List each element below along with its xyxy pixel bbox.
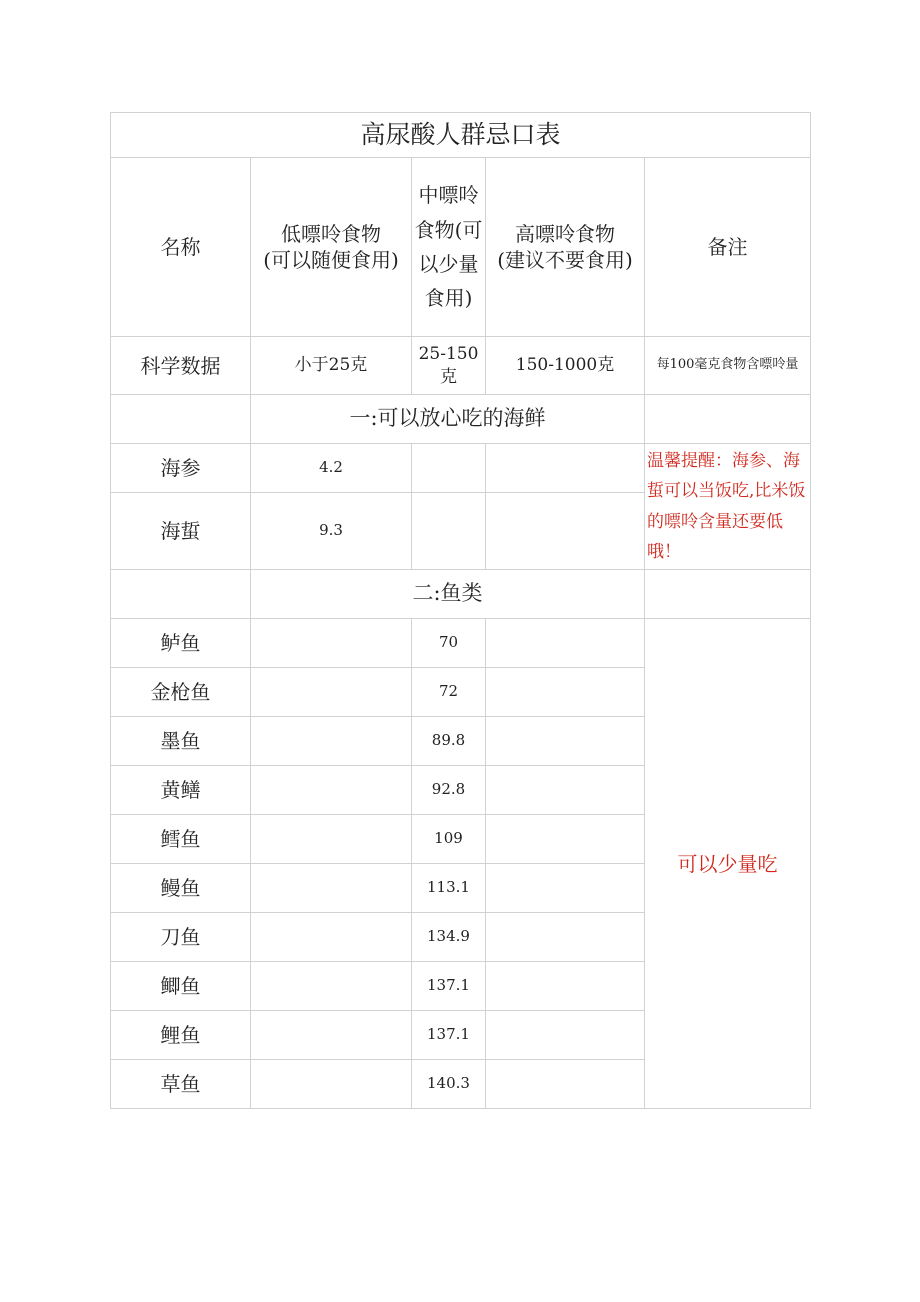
header-name: 名称 bbox=[111, 158, 251, 337]
section1-row bbox=[111, 395, 811, 444]
table-title: 高尿酸人群忌口表 bbox=[111, 113, 811, 158]
food-name: 鲫鱼 bbox=[111, 962, 251, 1011]
header-mid: 中嘌呤食物(可以少量食用) bbox=[412, 158, 486, 337]
mid-value: 72 bbox=[412, 668, 486, 717]
section2-row bbox=[111, 570, 811, 619]
low-value-empty bbox=[251, 913, 412, 962]
low-value-empty bbox=[251, 717, 412, 766]
mid-value: 137.1 bbox=[412, 1011, 486, 1060]
high-value-empty bbox=[486, 1011, 645, 1060]
section2-title: 二:鱼类 bbox=[251, 570, 645, 619]
high-value-empty bbox=[486, 962, 645, 1011]
title-row bbox=[111, 113, 811, 158]
food-name: 黄鳝 bbox=[111, 766, 251, 815]
mid-value: 92.8 bbox=[412, 766, 486, 815]
section2-note-blank bbox=[645, 570, 811, 619]
mid-value: 113.1 bbox=[412, 864, 486, 913]
high-value-empty bbox=[486, 766, 645, 815]
section1-title: 一:可以放心吃的海鲜 bbox=[251, 395, 645, 444]
high-value-empty bbox=[486, 815, 645, 864]
food-name: 海参 bbox=[111, 444, 251, 493]
header-high-line2: (建议不要食用) bbox=[497, 248, 633, 272]
food-name: 草鱼 bbox=[111, 1060, 251, 1109]
low-value-empty bbox=[251, 668, 412, 717]
science-row bbox=[111, 337, 811, 395]
high-value-empty bbox=[486, 1060, 645, 1109]
food-name: 鲤鱼 bbox=[111, 1011, 251, 1060]
mid-value: 89.8 bbox=[412, 717, 486, 766]
mid-value: 137.1 bbox=[412, 962, 486, 1011]
high-value-empty bbox=[486, 864, 645, 913]
reminder-note: 温馨提醒：海参、海蜇可以当饭吃,比米饭的嘌呤含量还要低哦！ bbox=[645, 444, 811, 570]
high-value-empty bbox=[486, 913, 645, 962]
header-low-line2: (可以随便食用) bbox=[263, 248, 399, 272]
mid-value: 109 bbox=[412, 815, 486, 864]
science-note: 每100毫克食物含嘌呤量 bbox=[645, 337, 811, 395]
header-note: 备注 bbox=[645, 158, 811, 337]
section1-note-blank bbox=[645, 395, 811, 444]
table-row bbox=[111, 619, 811, 668]
low-value: 4.2 bbox=[251, 444, 412, 493]
header-low bbox=[251, 158, 412, 337]
section2-blank bbox=[111, 570, 251, 619]
purine-table bbox=[110, 112, 811, 1109]
header-high-line1: 高嘌呤食物 bbox=[515, 222, 615, 246]
header-row bbox=[111, 158, 811, 337]
header-high bbox=[486, 158, 645, 337]
food-name: 鳕鱼 bbox=[111, 815, 251, 864]
science-low: 小于25克 bbox=[251, 337, 412, 395]
food-name: 墨鱼 bbox=[111, 717, 251, 766]
header-low-line1: 低嘌呤食物 bbox=[281, 222, 381, 246]
low-value-empty bbox=[251, 864, 412, 913]
low-value-empty bbox=[251, 766, 412, 815]
food-name: 海蜇 bbox=[111, 493, 251, 570]
food-name: 鳗鱼 bbox=[111, 864, 251, 913]
low-value-empty bbox=[251, 1060, 412, 1109]
high-value-empty bbox=[486, 493, 645, 570]
mid-value-empty bbox=[412, 444, 486, 493]
low-value-empty bbox=[251, 619, 412, 668]
low-value: 9.3 bbox=[251, 493, 412, 570]
mid-value: 70 bbox=[412, 619, 486, 668]
high-value-empty bbox=[486, 444, 645, 493]
table-row bbox=[111, 444, 811, 493]
mid-value: 140.3 bbox=[412, 1060, 486, 1109]
high-value-empty bbox=[486, 668, 645, 717]
section1-blank bbox=[111, 395, 251, 444]
high-value-empty bbox=[486, 619, 645, 668]
low-value-empty bbox=[251, 1011, 412, 1060]
food-name: 鲈鱼 bbox=[111, 619, 251, 668]
mid-value: 134.9 bbox=[412, 913, 486, 962]
food-name: 金枪鱼 bbox=[111, 668, 251, 717]
low-value-empty bbox=[251, 962, 412, 1011]
science-mid: 25-150克 bbox=[412, 337, 486, 395]
mid-value-empty bbox=[412, 493, 486, 570]
science-high: 150-1000克 bbox=[486, 337, 645, 395]
science-label: 科学数据 bbox=[111, 337, 251, 395]
eat-little-note: 可以少量吃 bbox=[645, 619, 811, 1109]
high-value-empty bbox=[486, 717, 645, 766]
food-name: 刀鱼 bbox=[111, 913, 251, 962]
low-value-empty bbox=[251, 815, 412, 864]
